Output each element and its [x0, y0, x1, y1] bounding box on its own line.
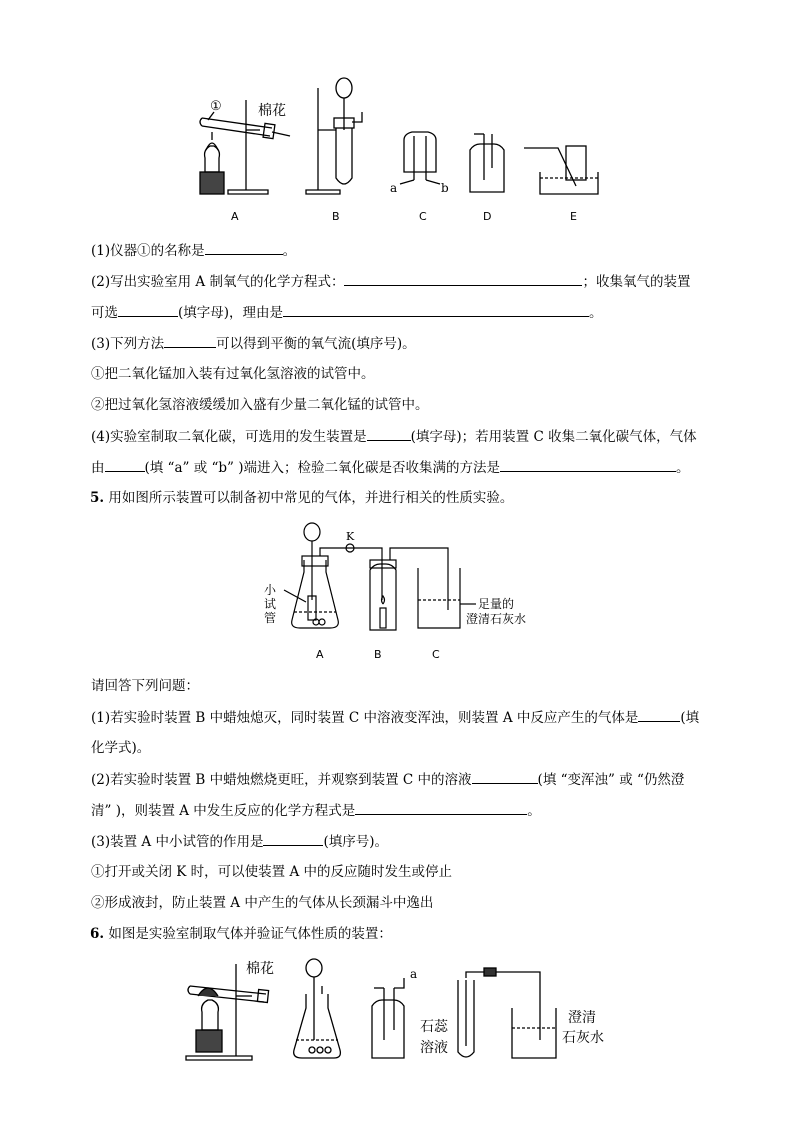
small-tube-char-2: 试	[264, 597, 277, 611]
answer-blank[interactable]	[638, 708, 680, 722]
answer-blank[interactable]	[344, 272, 582, 286]
figure1-label-a: A	[231, 210, 239, 223]
figure1-label-d: D	[483, 210, 492, 223]
q4-part4-line1: (4)实验室制取二氧化碳，可选用的发生装置是 (填字母)；若用装置 C 收集二氧化碳气体，气体	[91, 429, 697, 445]
q5-option1: ①打开或关闭 K 时，可以使装置 A 中的反应随时发生或停止	[91, 864, 452, 880]
lime-label-2: 澄清石灰水	[466, 612, 527, 626]
answer-blank[interactable]	[164, 334, 216, 348]
figure1-label-e: E	[570, 210, 577, 223]
q5-part1-cont: 化学式)。	[91, 740, 151, 756]
cotton-label-2: 棉花	[246, 961, 274, 977]
lime-label-3: 澄清	[568, 1010, 596, 1026]
cotton-label: 棉花	[258, 103, 286, 119]
figure-apparatus-set-3	[0, 950, 794, 1070]
q4-part4-line2: 由 (填 “a” 或 “b” )端进入；检验二氧化碳是否收集满的方法是 。	[91, 460, 690, 476]
litmus-label-1: 石蕊	[420, 1019, 448, 1035]
q5-title: 5. 用如图所示装置可以制备初中常见的气体，并进行相关的性质实验。	[90, 490, 514, 506]
small-tube-char-3: 管	[264, 611, 277, 625]
q5-option2: ②形成液封，防止装置 A 中产生的气体从长颈漏斗中逸出	[91, 895, 434, 911]
figure2-label-b: B	[374, 648, 382, 661]
answer-blank[interactable]	[283, 303, 589, 317]
marker-1: ①	[210, 99, 222, 114]
figure1-label-b: B	[332, 210, 340, 223]
q4-part2-line1: (2)写出实验室用 A 制氧气的化学方程式： ；收集氧气的装置	[91, 274, 691, 290]
q4-part1: (1)仪器①的名称是 。	[91, 243, 297, 259]
q4-option2: ②把过氧化氢溶液缓缓加入盛有少量二氧化锰的试管中。	[91, 397, 429, 413]
port-a-label: a	[390, 181, 398, 195]
q4-part3: (3)下列方法 可以得到平衡的氧气流(填序号)。	[91, 336, 416, 352]
small-tube-char-1: 小	[264, 583, 277, 597]
answer-blank[interactable]	[367, 427, 411, 441]
answer-blank[interactable]	[472, 770, 538, 784]
figure2-label-c: C	[432, 648, 440, 661]
q5-ask: 请回答下列问题：	[91, 678, 199, 694]
wood-block	[200, 172, 224, 194]
q5-part2-cont: 清” )，则装置 A 中发生反应的化学方程式是 。	[91, 803, 541, 819]
q5-part3: (3)装置 A 中小试管的作用是 (填序号)。	[91, 834, 389, 850]
figure-apparatus-set-1	[0, 0, 794, 230]
answer-blank[interactable]	[118, 303, 178, 317]
port-b-label: b	[441, 181, 449, 195]
port-a-label-2: a	[410, 967, 418, 981]
answer-blank[interactable]	[205, 241, 283, 255]
figure1-label-c: C	[419, 210, 427, 223]
q4-part2-line2: 可选 (填字母)，理由是 。	[91, 305, 603, 321]
q4-option1: ①把二氧化锰加入装有过氧化氢溶液的试管中。	[91, 366, 375, 382]
q5-part1: (1)若实验时装置 B 中蜡烛熄灭，同时装置 C 中溶液变浑浊，则装置 A 中反应产生的气体是 (填	[91, 710, 700, 726]
answer-blank[interactable]	[105, 458, 145, 472]
answer-blank[interactable]	[500, 458, 676, 472]
figure2-label-a: A	[316, 648, 324, 661]
valve-k-label: K	[346, 530, 355, 543]
lime-label-4: 石灰水	[562, 1030, 604, 1046]
q5-part2: (2)若实验时装置 B 中蜡烛燃烧更旺，并观察到装置 C 中的溶液 (填 “变浑浊” 或 “仍然澄	[91, 772, 685, 788]
q6-title: 6. 如图是实验室制取气体并验证气体性质的装置：	[90, 926, 392, 942]
answer-blank[interactable]	[355, 801, 527, 815]
lime-label-1: 足量的	[478, 597, 515, 611]
figure-apparatus-set-2	[0, 515, 794, 665]
litmus-label-2: 溶液	[420, 1040, 448, 1056]
answer-blank[interactable]	[263, 832, 323, 846]
